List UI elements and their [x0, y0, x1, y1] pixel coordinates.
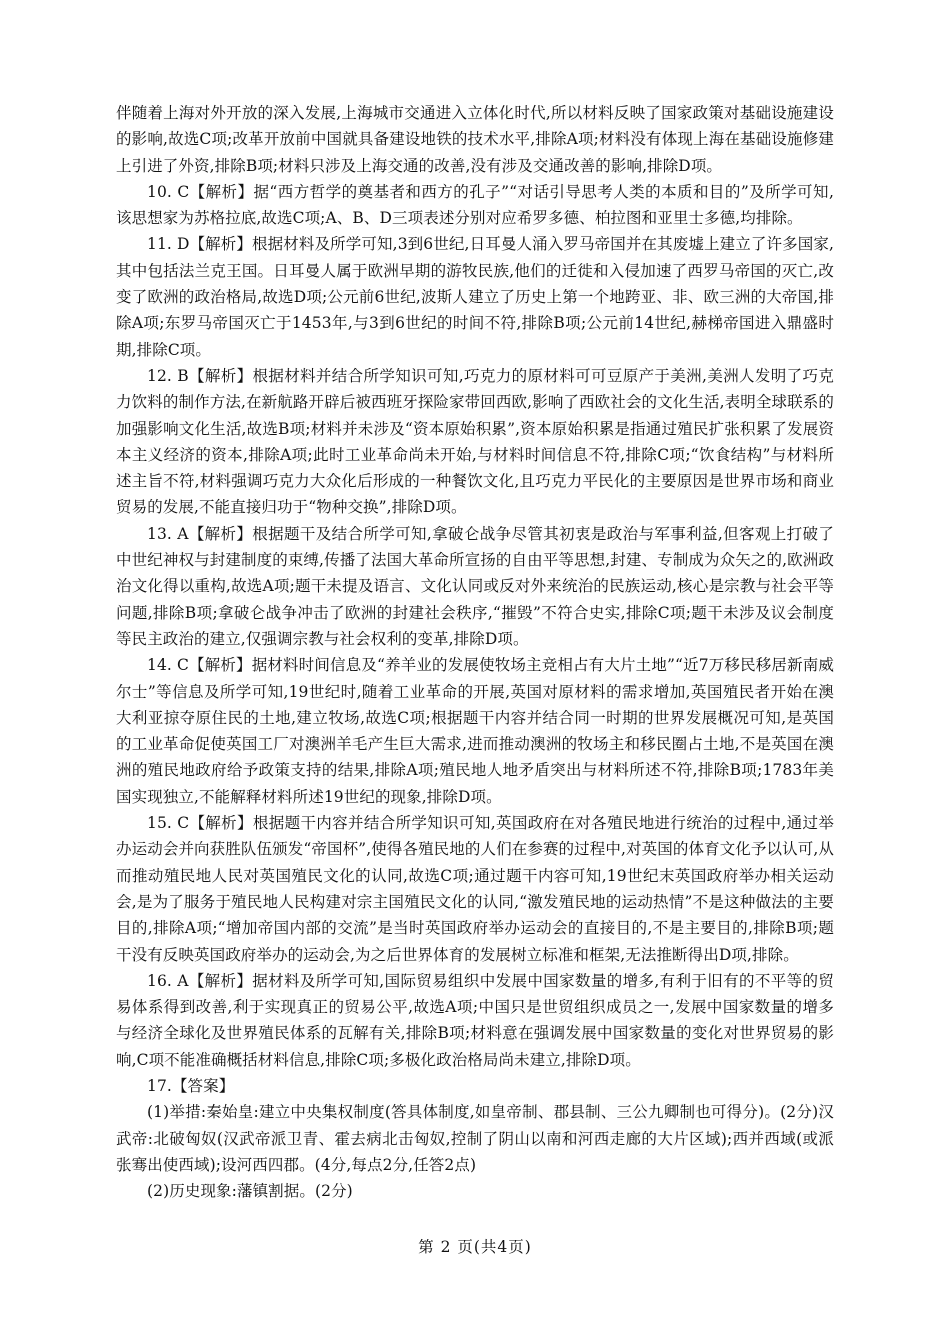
answer-17-heading: 17.【答案】	[147, 1076, 235, 1095]
answer-11: 11. D【解析】根据材料及所学可知,3到6世纪,日耳曼人涌入罗马帝国并在其废墟上建立了许多国家,其中包括法兰克王国。日耳曼人属于欧洲早期的游牧民族,他们的迁徙和入侵加速了西罗马帝国的灭亡,改变了欧洲的政治格局,故选D项;公元前6世纪,波斯人建立了历史上第一个地跨亚、非、欧三洲的大帝国,排除A项;东罗马帝国灭亡于1453年,与3到6世纪的时间不符,排除B项;公元前14世纪,赫梯帝国进入鼎盛时期,排除C项。	[116, 235, 834, 359]
paragraph-9-continued: 伴随着上海对外开放的深入发展,上海城市交通进入立体化时代,所以材料反映了国家政策对基础设施建设的影响,故选C项;改革开放前中国就具备建设地铁的技术水平,排除A项;材料没有体现上海在基础设施修建上引进了外资,排除B项;材料只涉及上海交通的改善,没有涉及交通改善的影响,排除D项。	[116, 104, 834, 175]
answer-17-part-1: (1)举措:秦始皇:建立中央集权制度(答具体制度,如皇帝制、郡县制、三公九卿制也可得分)。(2分)汉武帝:北破匈奴(汉武帝派卫青、霍去病北击匈奴,控制了阴山以南和河西走廊的大片区域);西并西域(或派张骞出使西域);设河西四郡。(4分,每点2分,任答2点)	[116, 1103, 834, 1174]
document-body	[116, 100, 834, 1204]
answer-13: 13. A【解析】根据题干及结合所学可知,拿破仑战争尽管其初衷是政治与军事利益,但客观上打破了中世纪神权与封建制度的束缚,传播了法国大革命所宣扬的自由平等思想,封建、专制成为众矢之的,欧洲政治文化得以重构,故选A项;题干未提及语言、文化认同或反对外来统治的民族运动,核心是宗教与社会平等问题,排除B项;拿破仑战争冲击了欧洲的封建社会秩序,“摧毁”不符合史实,排除C项;题干未涉及议会制度等民主政治的建立,仅强调宗教与社会权利的变革,排除D项。	[116, 524, 834, 648]
answer-15: 15. C【解析】根据题干内容并结合所学知识可知,英国政府在对各殖民地进行统治的过程中,通过举办运动会并向获胜队伍颁发“帝国杯”,使得各殖民地的人们在参赛的过程中,对英国的体育文化予以认可,从而推动殖民地人民对英国殖民文化的认同,故选C项;通过题干内容可知,19世纪末英国政府举办相关运动会,是为了服务于殖民地人民构建对宗主国殖民文化的认同,“激发殖民地的运动热情”不是这种做法的主要目的,排除A项;“增加帝国内部的交流”是当时英国政府举办运动会的直接目的,不是主要目的,排除B项;题干没有反映英国政府举办的运动会,为之后世界体育的发展树立标准和框架,无法推断得出D项,排除。	[116, 814, 834, 964]
answer-16: 16. A【解析】据材料及所学可知,国际贸易组织中发展中国家数量的增多,有利于旧有的不平等的贸易体系得到改善,利于实现真正的贸易公平,故选A项;中国只是世贸组织成员之一,发展中国家数量的增多与经济全球化及世界殖民体系的瓦解有关,排除B项;材料意在强调发展中国家数量的变化对世界贸易的影响,C项不能准确概括材料信息,排除C项;多极化政治格局尚未建立,排除D项。	[116, 971, 834, 1069]
answer-10: 10. C【解析】据“西方哲学的奠基者和西方的孔子”“对话引导思考人类的本质和目的”及所学可知,该思想家为苏格拉底,故选C项;A、B、D三项表述分别对应希罗多德、柏拉图和亚里士多德,均排除。	[116, 182, 834, 228]
answer-17-part-2: (2)历史现象:藩镇割据。(2分)	[147, 1182, 353, 1201]
page-footer: 第 2 页(共4页)	[418, 1238, 532, 1256]
answer-12: 12. B【解析】根据材料并结合所学知识可知,巧克力的原材料可可豆原产于美洲,美洲人发明了巧克力饮料的制作方法,在新航路开辟后被西班牙探险家带回西欧,影响了西欧社会的文化生活,表明全球联系的加强影响文化生活,故选B项;材料并未涉及“资本原始积累”,资本原始积累是指通过殖民扩张积累了发展资本主义经济的资本,排除A项;此时工业革命尚未开始,与材料时间信息不符,排除C项;“饮食结构”与材料所述主旨不符,材料强调巧克力大众化后形成的一种餐饮文化,且巧克力平民化的主要原因是世界市场和商业贸易的发展,不能直接归功于“物种交换”,排除D项。	[116, 366, 834, 517]
answer-14: 14. C【解析】据材料时间信息及“养羊业的发展使牧场主竞相占有大片土地”“近7万移民移居新南威尔士”等信息及所学可知,19世纪时,随着工业革命的开展,英国对原材料的需求增加,英国殖民者开始在澳大利亚掠夺原住民的土地,建立牧场,故选C项;根据题干内容并结合同一时期的世界发展概况可知,是英国的工业革命促使英国工厂对澳洲羊毛产生巨大需求,进而推动澳洲的牧场主和移民圈占土地,不是英国在澳洲的殖民地政府给予政策支持的结果,排除A项;殖民地人地矛盾突出与材料所述不符,排除B项;1783年美国实现独立,不能解释材料所述19世纪的现象,排除D项。	[116, 656, 834, 806]
